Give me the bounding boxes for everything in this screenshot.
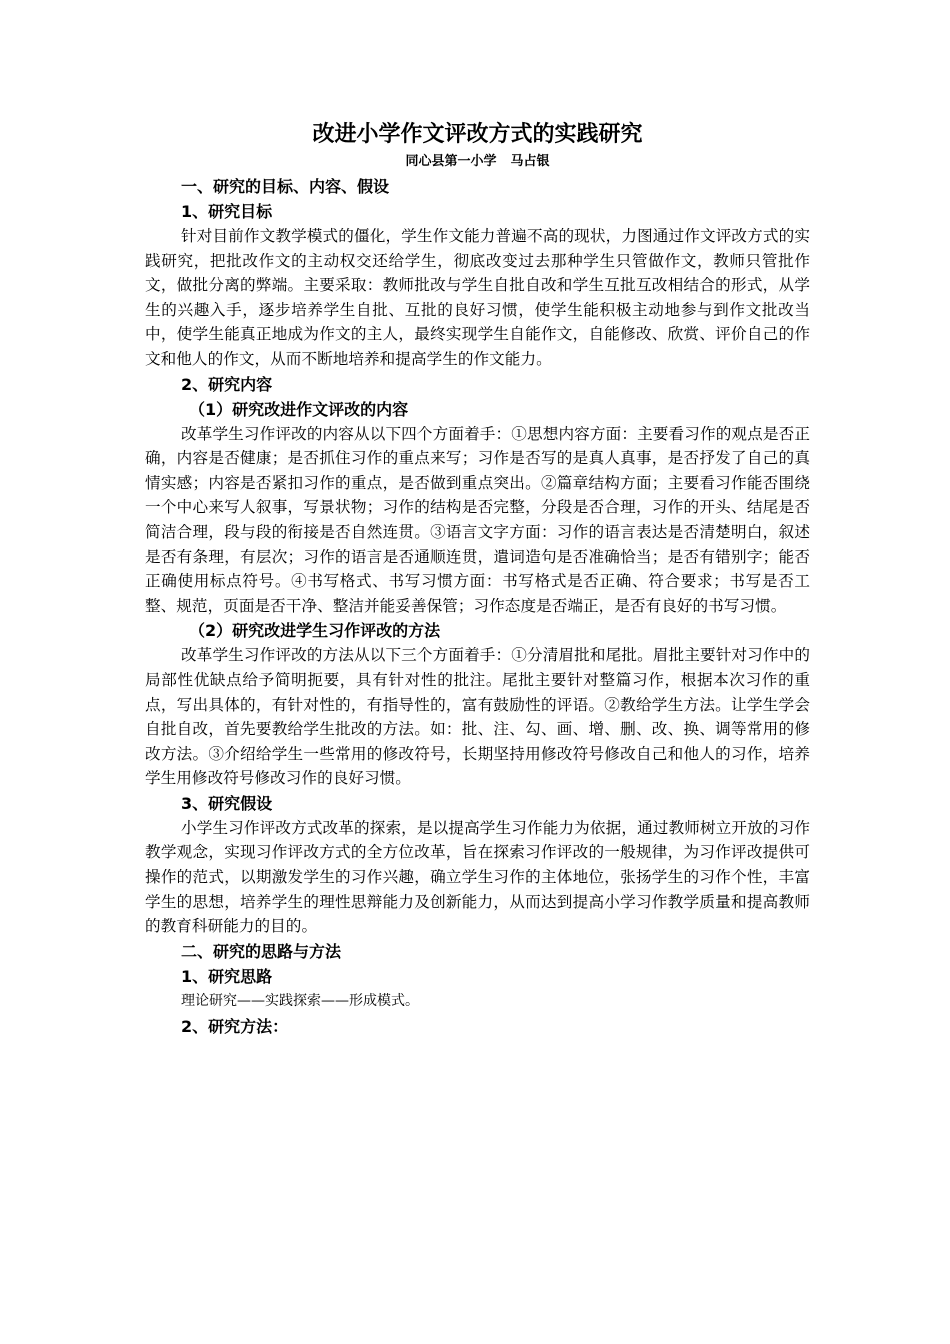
content-subheading-1: （1）研究改进作文评改的内容 [189,399,409,419]
content-text-1: 改革学生习作评改的内容从以下四个方面着手：①思想内容方面：主要看习作的观点是否正确，内容是否健康；是否抓住习作的重点来写；习作是否写的是真人真事，是否抒发了自己的真情实感；内容是否紧扣习作的重点，是否做到重点突出。②篇章结构方面；主要看习作能否围绕一个中心来写人叙事，写景状物；习作的结构是否完整，分段是否合理，习作的开头、结尾是否简洁合理，段与段的衔接是否自然连贯。③语言文字方面：习作的语言表达是否清楚明白，叙述是否有条理，有层次；习作的语言是否通顺连贯，遣词造句是否准确恰当；是否有错别字；能否正确使用标点符号。④书写格式、书写习惯方面：书写格式是否正确、符合要求；书写是否工整、规范，页面是否干净、整洁并能妥善保管；习作态度是否端正，是否有良好的书写习惯。 [145,424,810,615]
author-line [145,152,810,172]
content-text-2: 改革学生习作评改的方法从以下三个方面着手：①分清眉批和尾批。眉批主要针对习作中的局部性优缺点给予简明扼要，具有针对性的批注。尾批主要针对整篇习作，根据本次习作的重点，写出具体的，有针对性的，有指导性的，富有鼓励性的评语。②教给学生方法。让学生学会自批自改，首先要教给学生批改的方法。如：批、注、勾、画、增、删、改、换、调等常用的修改方法。③介绍给学生一些常用的修改符号，长期坚持用修改符号修改自己和他人的习作，培养学生用修改符号修改习作的良好习惯。 [145,646,810,788]
document-title: 改进小学作文评改方式的实践研究 [312,122,643,147]
research-hypothesis-text: 小学生习作评改方式改革的探索，是以提高学生习作能力为依据，通过教师树立开放的习作教学观念，实现习作评改方式的全方位改革，旨在探索习作评改的一般规律，为习作评改提供可操作的范式，以期激发学生的习作兴趣，确立学生习作的主体地位，张扬学生的习作个性，丰富学生的思想，培养学生的理性思辩能力及创新能力，从而达到提高小学习作教学质量和提高教师的教育科研能力的目的。 [145,818,810,936]
research-goal-heading: 1、研究目标 [181,202,273,221]
research-hypothesis-heading: 3、研究假设 [181,793,273,813]
section1-heading: 一、研究的目标、内容、假设 [181,177,390,196]
research-content-heading: 2、研究内容 [181,374,273,394]
author-name: 马占银 [510,154,550,169]
document-page [145,118,810,1039]
research-approach-text: 理论研究——实践探索——形成模式。 [181,992,419,1009]
section2-heading: 二、研究的思路与方法 [181,941,342,961]
research-approach-heading: 1、研究思路 [181,966,273,986]
author-school: 同心县第一小学 [405,154,497,169]
research-goal-text: 针对目前作文教学模式的僵化，学生作文能力普遍不高的现状，力图通过作文评改方式的实践研究，把批改作文的主动权交还给学生，彻底改变过去那种学生只管做作文，教师只管批作文，做批分离的弊端。主要采取：教师批改与学生自批自改和学生互批互改相结合的形式，从学生的兴趣入手，逐步培养学生自批、互批的良好习惯，使学生能积极主动地参与到作文批改当中，使学生能真正地成为作文的主人，最终实现学生自能作文，自能修改、欣赏、评价自己的作文和他人的作文，从而不断地培养和提高学生的作文能力。 [145,227,810,368]
content-subheading-2: （2）研究改进学生习作评改的方法 [189,621,441,641]
research-method-heading: 2、研究方法： [181,1016,289,1036]
